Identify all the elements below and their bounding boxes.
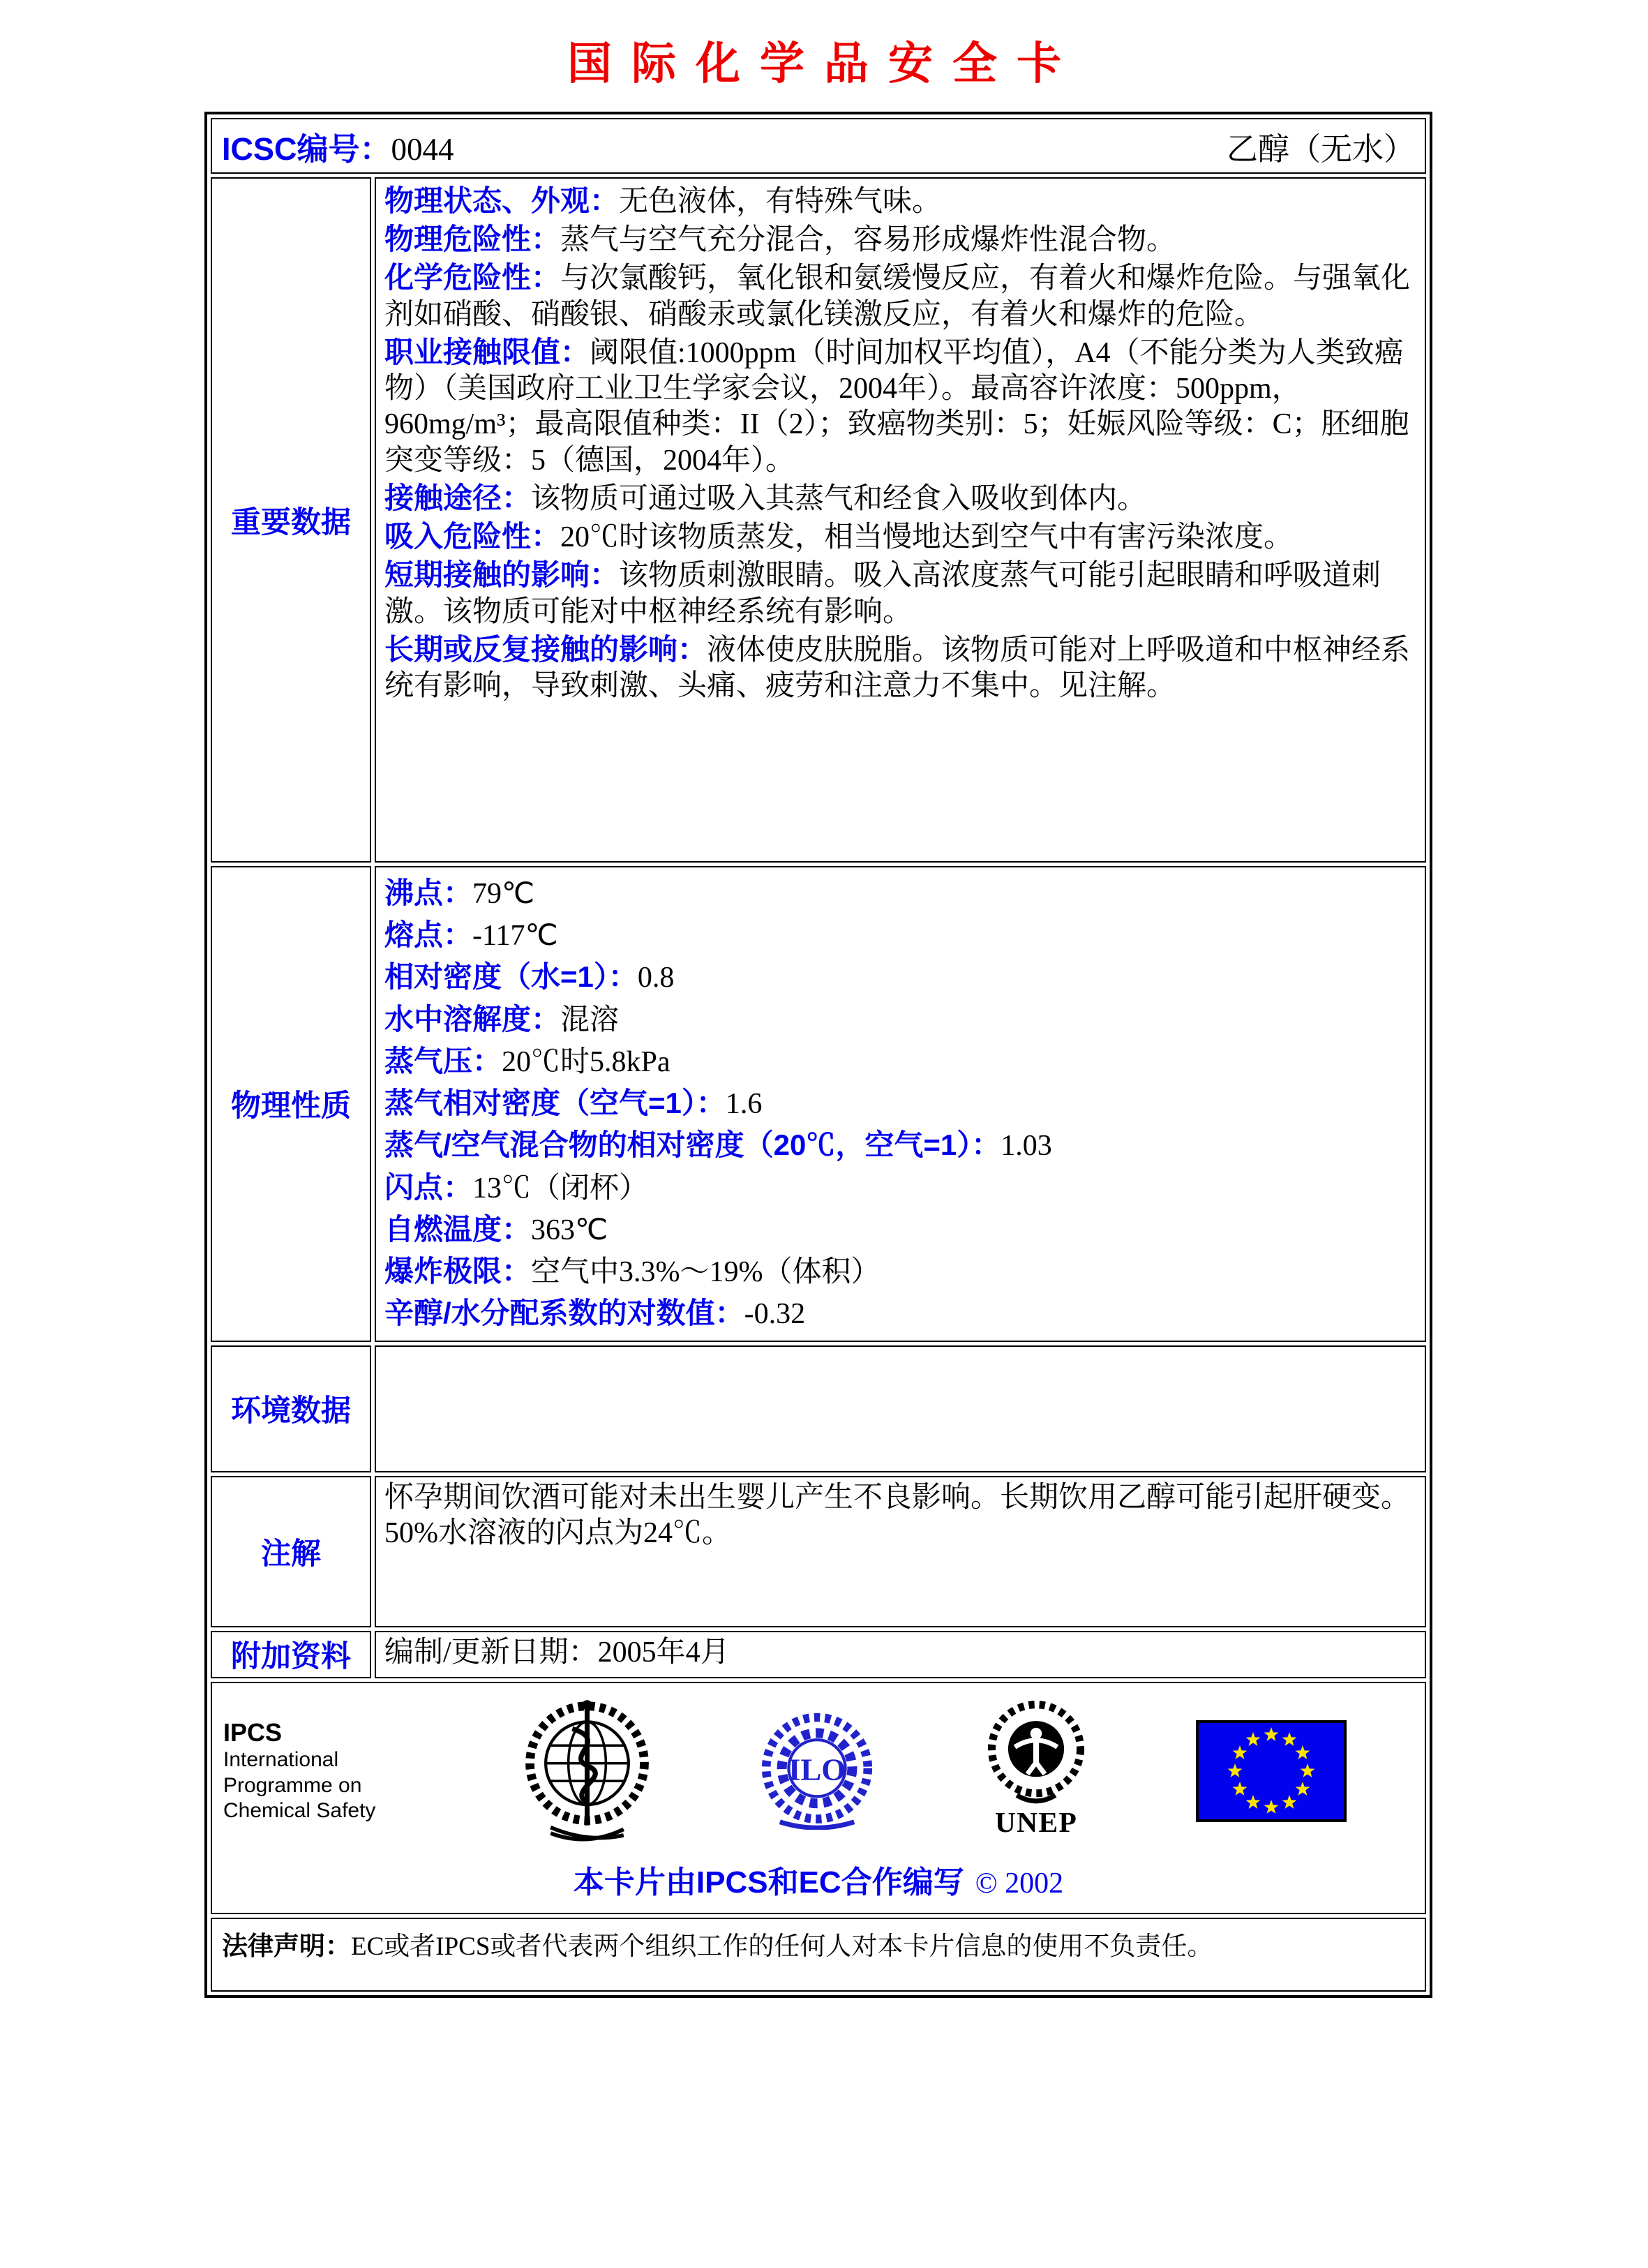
page-title: 国际化学品安全卡 — [567, 38, 1081, 89]
important-data-item — [384, 260, 1416, 332]
ilo-logo-icon — [758, 1713, 876, 1830]
chemical-name: 乙醇（无水） — [1226, 131, 1415, 167]
copyright-text: © 2002 — [975, 1867, 1064, 1900]
property-label: 闪点： — [384, 1170, 473, 1204]
field-text: 阈限值:1000ppm（时间加权平均值），A4（不能分类为人类致癌物）（美国政府工业卫生学家会议，2004年）。最高容许浓度：500ppm，960mg/m³；最高限值种类：II（2）；致癌物类别：5；妊娠风险等级：C；胚细胞突变等级：5（德国，2004年）。 — [384, 336, 1409, 477]
property-label: 蒸气压： — [384, 1044, 502, 1077]
remarks-content: 怀孕期间饮酒可能对未出生婴儿产生不良影响。长期饮用乙醇可能引起肝硬变。 50%水溶液的闪点为24℃。 — [375, 1476, 1426, 1627]
card-header-cell — [211, 118, 1426, 174]
field-text: 与次氯酸钙，氧化银和氨缓慢反应，有着火和爆炸危险。与强氧化剂如硝酸、硝酸银、硝酸汞或氯化镁激反应，有着火和爆炸的危险。 — [384, 262, 1411, 331]
remarks-row — [211, 1476, 1426, 1627]
property-label: 蒸气/空气混合物的相对密度（20℃，空气=1）： — [384, 1128, 1001, 1162]
credit-line — [212, 1850, 1425, 1913]
important-data-content — [375, 177, 1426, 863]
ipcs-subtitle-line: International — [223, 1748, 339, 1772]
property-label: 熔点： — [384, 918, 473, 952]
important-data-item — [384, 480, 1416, 517]
footer-cell — [211, 1682, 1426, 1914]
legal-cell — [211, 1918, 1426, 1992]
important-data-item — [384, 632, 1416, 704]
ilo-logo-text: ILO — [788, 1752, 846, 1787]
important-data-item — [384, 557, 1416, 629]
ipcs-subtitle-line: Chemical Safety — [223, 1799, 376, 1823]
property-value: 1.03 — [1001, 1130, 1052, 1163]
section-label-additional-info: 附加资料 — [211, 1631, 371, 1678]
field-label: 接触途径： — [384, 481, 532, 514]
legal-text: EC或者IPCS或者代表两个组织工作的任何人对本卡片信息的使用不负责任。 — [351, 1932, 1213, 1961]
field-text: 无色液体，有特殊气味。 — [619, 186, 942, 218]
section-label-environmental-data: 环境数据 — [211, 1345, 371, 1472]
important-data-item — [384, 334, 1416, 479]
field-text: 蒸气与空气充分混合，容易形成爆炸性混合物。 — [560, 224, 1176, 257]
icsc-number — [222, 124, 454, 169]
property-line — [384, 1253, 1416, 1290]
additional-info-content: 编制/更新日期：2005年4月 — [375, 1631, 1426, 1678]
field-text: 该物质可通过吸入其蒸气和经食入吸收到体内。 — [531, 482, 1147, 515]
footer-row — [211, 1682, 1426, 1914]
logos-row — [212, 1683, 1425, 1850]
legal-row — [211, 1918, 1426, 1992]
property-line — [384, 1170, 1416, 1207]
field-label: 物理状态、外观： — [384, 184, 620, 217]
property-line — [384, 1211, 1416, 1248]
section-label-physical-properties: 物理性质 — [211, 866, 371, 1342]
legal-label: 法律声明： — [222, 1931, 351, 1960]
property-value: 13℃（闭杯） — [472, 1172, 649, 1204]
field-label: 物理危险性： — [384, 223, 561, 256]
icsc-card-table — [204, 112, 1432, 1998]
unep-logo-text: UNEP — [994, 1806, 1077, 1839]
section-label-important-data: 重要数据 — [211, 177, 371, 863]
property-label: 辛醇/水分配系数的对数值： — [384, 1297, 744, 1330]
property-value: 空气中3.3%～19%（体积） — [531, 1256, 881, 1289]
property-value: 363℃ — [531, 1214, 608, 1246]
credit-text: 本卡片由IPCS和EC合作编写 — [573, 1865, 964, 1900]
property-line — [384, 1295, 1416, 1332]
property-label: 沸点： — [384, 876, 473, 909]
ipcs-block — [223, 1718, 415, 1824]
ipcs-subtitle-line: Programme on — [223, 1773, 362, 1797]
important-data-item — [384, 183, 1416, 220]
property-line — [384, 1085, 1416, 1122]
field-label: 吸入危险性： — [384, 520, 561, 553]
field-label: 化学危险性： — [384, 261, 561, 294]
property-line — [384, 1043, 1416, 1080]
unep-logo-icon — [983, 1699, 1089, 1844]
property-line — [384, 917, 1416, 954]
property-label: 蒸气相对密度（空气=1）： — [384, 1087, 726, 1120]
field-label: 职业接触限值： — [384, 335, 590, 368]
property-label: 相对密度（水=1）： — [384, 960, 638, 994]
important-data-item — [384, 518, 1416, 555]
property-value: 1.6 — [725, 1088, 763, 1121]
card-header-row — [211, 118, 1426, 174]
who-logo-icon — [523, 1697, 652, 1845]
field-label: 长期或反复接触的影响： — [384, 632, 707, 666]
property-value: 混溶 — [560, 1004, 620, 1036]
property-label: 自燃温度： — [384, 1212, 532, 1246]
property-label: 爆炸极限： — [384, 1255, 532, 1288]
ipcs-title: IPCS — [223, 1718, 283, 1747]
property-line — [384, 875, 1416, 912]
environmental-data-row — [211, 1345, 1426, 1472]
property-line — [384, 1001, 1416, 1038]
icsc-number-label: ICSC编号： — [222, 130, 391, 167]
physical-properties-content — [375, 866, 1426, 1342]
property-value: 79℃ — [472, 878, 535, 910]
field-text: 液体使皮肤脱脂。该物质可能对上呼吸道和中枢神经系统有影响，导致刺激、头痛、疲劳和注意力不集中。见注解。 — [384, 634, 1411, 703]
field-text: 该物质刺激眼睛。吸入高浓度蒸气可能引起眼睛和呼吸道刺激。该物质可能对中枢神经系统有影响。 — [384, 560, 1381, 628]
additional-info-row — [211, 1631, 1426, 1678]
important-data-row — [211, 177, 1426, 863]
property-value: -117℃ — [472, 920, 558, 953]
property-value: 0.8 — [637, 962, 675, 994]
field-label: 短期接触的影响： — [384, 558, 620, 592]
property-line — [384, 959, 1416, 996]
property-value: -0.32 — [744, 1298, 806, 1331]
eu-flag-icon — [1196, 1720, 1347, 1822]
important-data-item — [384, 221, 1416, 258]
environmental-data-content — [375, 1345, 1426, 1472]
property-value: 20℃时5.8kPa — [502, 1045, 671, 1078]
property-line — [384, 1127, 1416, 1164]
icsc-number-value: 0044 — [391, 131, 454, 167]
section-label-remarks: 注解 — [211, 1476, 371, 1627]
property-label: 水中溶解度： — [384, 1002, 561, 1036]
physical-properties-row — [211, 866, 1426, 1342]
field-text: 20℃时该物质蒸发，相当慢地达到空气中有害污染浓度。 — [560, 521, 1294, 554]
